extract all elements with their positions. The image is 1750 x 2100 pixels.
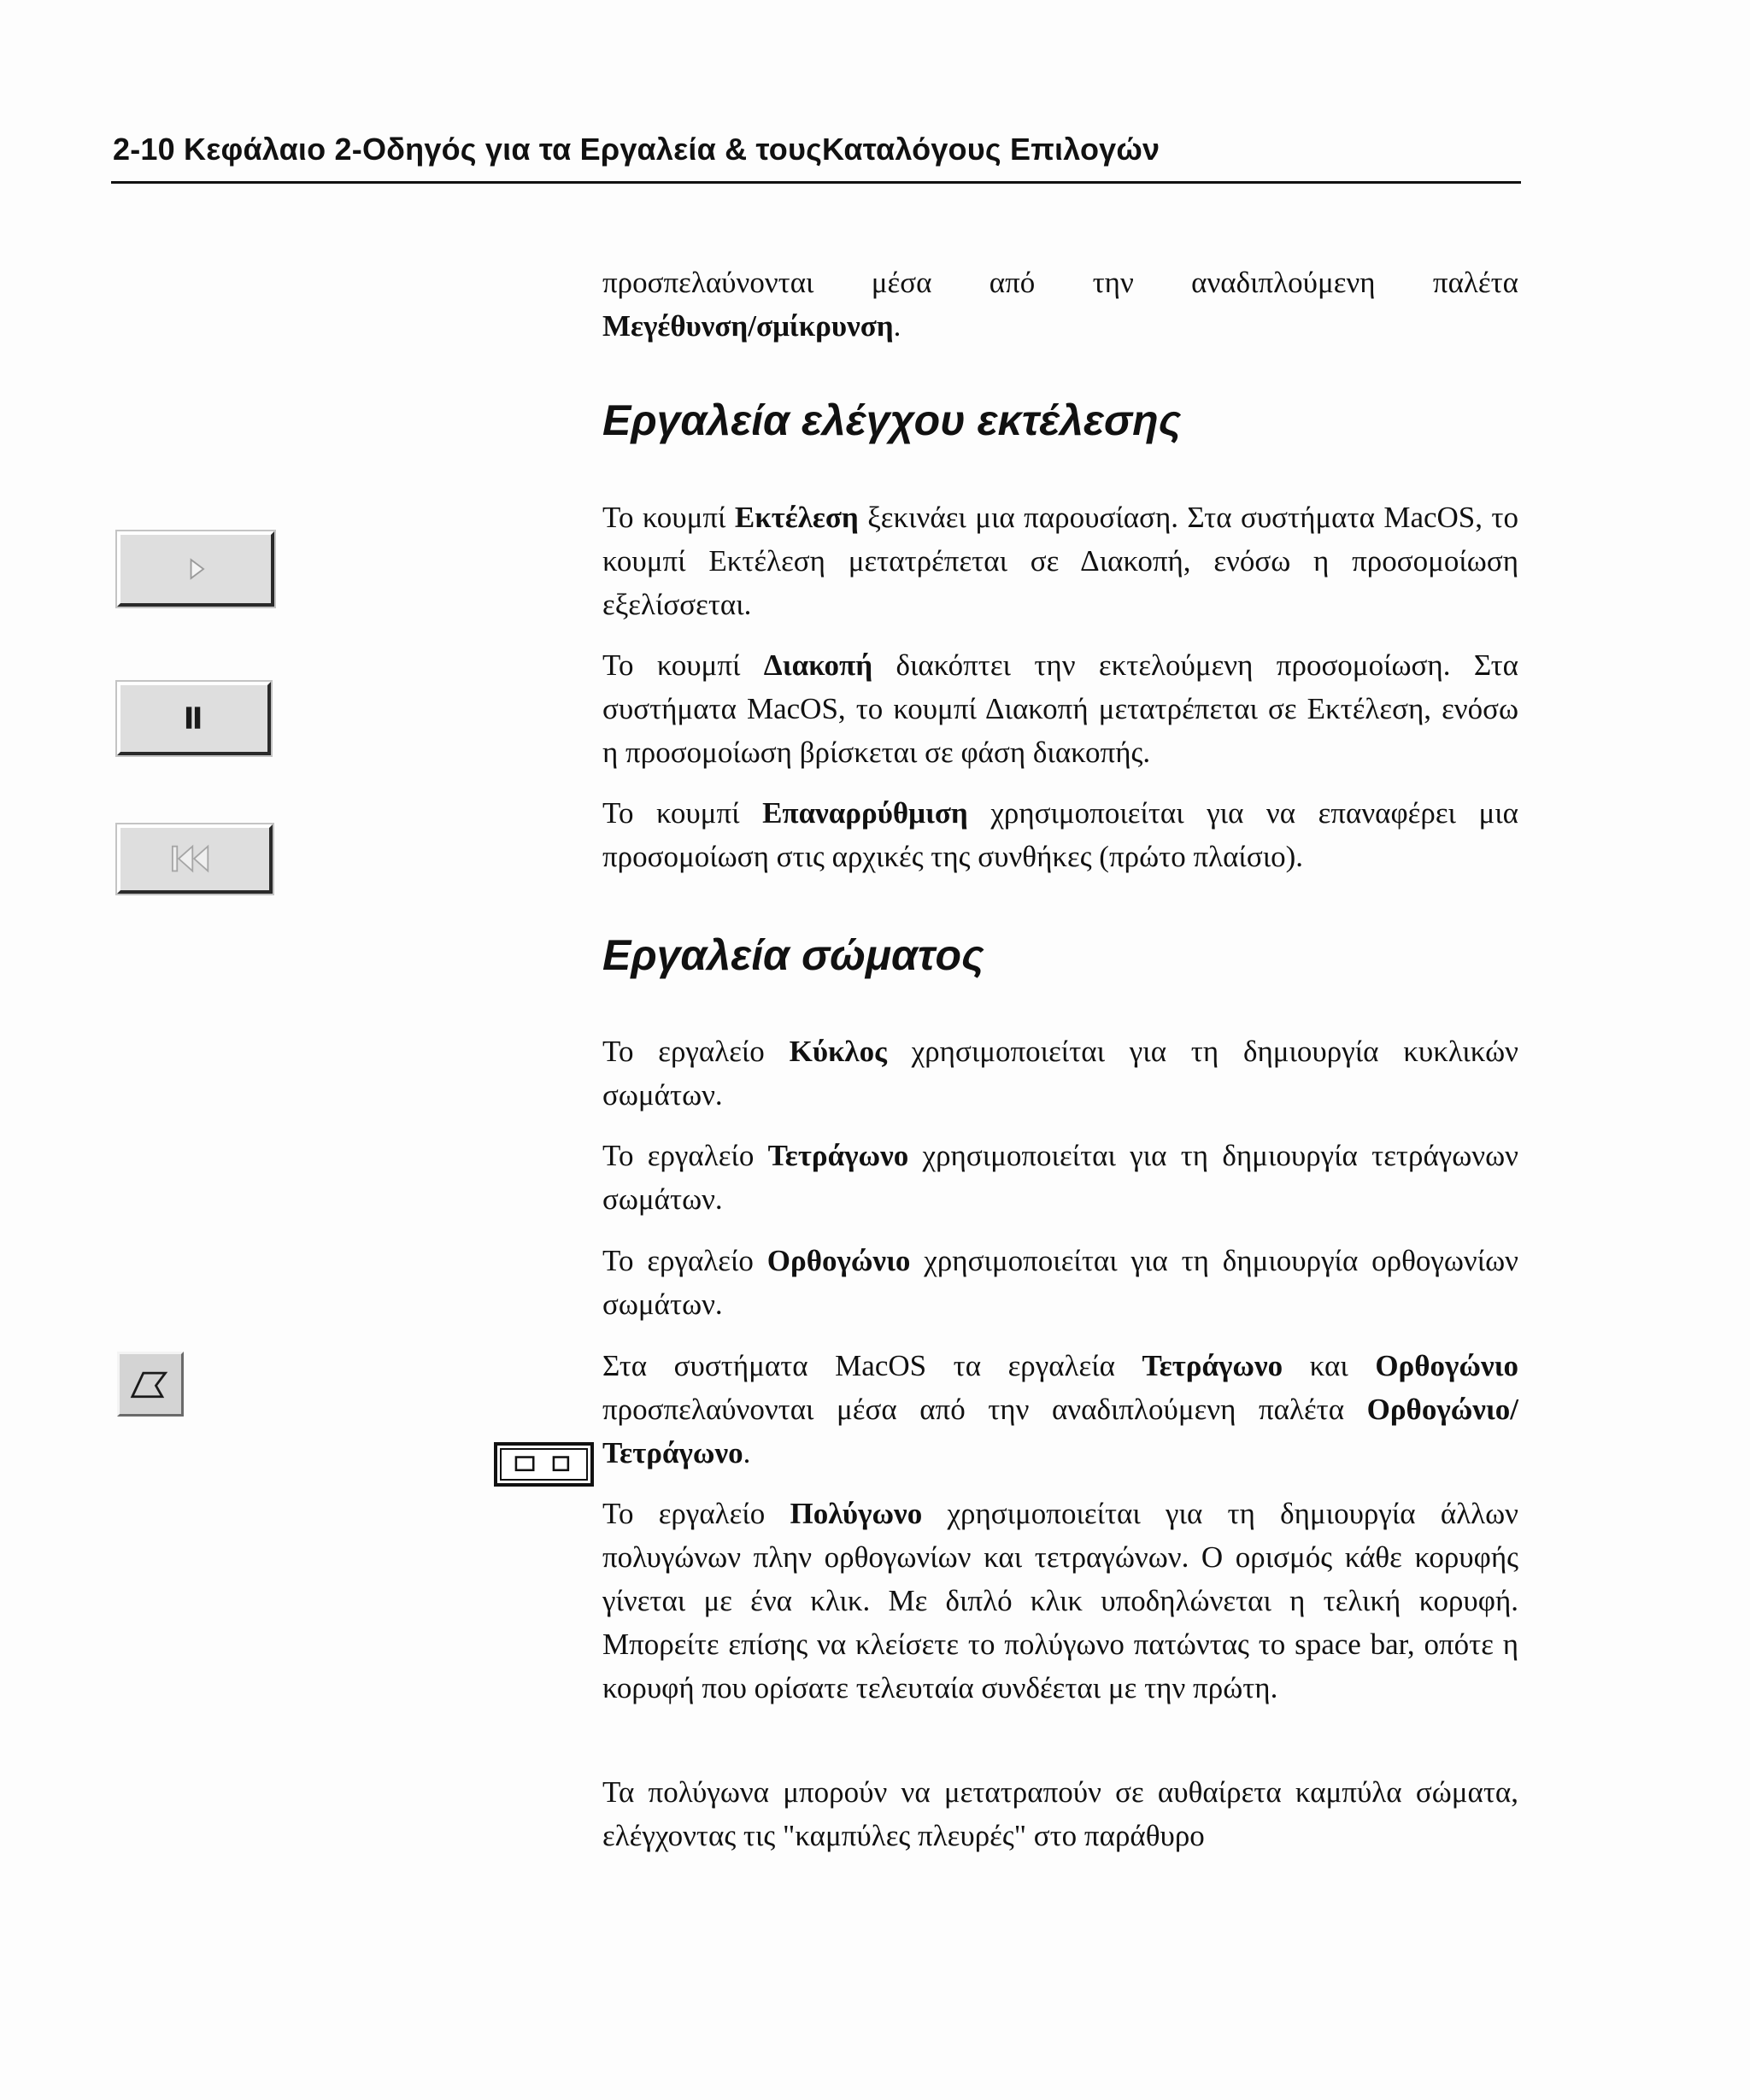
- section1-text: [602, 496, 1518, 626]
- paragraph-curved: Τα πολύγωνα μπορούν να μετατραπούν σε αυθαίρετα καμπύλα σώματα, ελέγχοντας τις "καμπύλες πλευρές" στο παράθυρο: [602, 1775, 1518, 1852]
- play-icon: [120, 535, 271, 603]
- section2-p6: [602, 1770, 1518, 1857]
- paragraph-reset: Το κουμπί Επαναρρύθμιση χρησιμοποιείται για να επαναφέρει μια προσομοίωση στις αρχικές της συνθήκες (πρώτο πλαίσιο).: [602, 796, 1518, 873]
- square-rectangle-palette-icon: [497, 1446, 590, 1483]
- section2-p3: [602, 1239, 1518, 1326]
- run-button[interactable]: [117, 531, 274, 607]
- section2-p1: [602, 1029, 1518, 1117]
- header-title: 2-10 Κεφάλαιο 2-Οδηγός για τα Εργαλεία & τουςΚαταλόγους Επιλογών: [113, 132, 1160, 167]
- section2-p4: [602, 1344, 1518, 1475]
- paragraph-macos-palette: Στα συστήματα MacOS τα εργαλεία Τετράγωνο και Ορθογώνιο προσπελαύνονται μέσα από την αναδιπλούμενη παλέτα Ορθογώνιο/Τετράγωνο.: [602, 1349, 1518, 1469]
- section2-p5: [602, 1492, 1518, 1710]
- section2-p2: [602, 1134, 1518, 1221]
- pause-button[interactable]: [117, 682, 271, 755]
- rewind-icon: [120, 828, 269, 890]
- paragraph-square: Το εργαλείο Τετράγωνο χρησιμοποιείται για τη δημιουργία τετράγωνων σωμάτων.: [602, 1139, 1518, 1216]
- intro-line-2: Μεγέθυνση/σμίκρυνση.: [602, 309, 901, 343]
- polygon-tool-button[interactable]: [117, 1352, 184, 1417]
- section1-text-3: [602, 791, 1518, 878]
- paragraph-run: Το κουμπί Εκτέλεση ξεκινάει μια παρουσίαση. Στα συστήματα MacOS, το κουμπί Εκτέλεση μετατρέπεται σε Διακοπή, ενόσω η προσομοίωση εξελίσσεται.: [602, 501, 1518, 621]
- intro-line: προσπελαύνονται μέσα από την αναδιπλούμενη παλέτα: [602, 266, 1518, 299]
- reset-button[interactable]: [117, 824, 273, 894]
- intro-bold: Μεγέθυνση/σμίκρυνση: [602, 309, 894, 343]
- polygon-icon: [120, 1354, 181, 1414]
- pause-icon: [120, 685, 267, 752]
- section1-text-2: [602, 643, 1518, 774]
- page-header: [111, 128, 1521, 184]
- intro-block: [602, 261, 1518, 348]
- paragraph-circle: Το εργαλείο Κύκλος χρησιμοποιείται για τη δημιουργία κυκλικών σωμάτων.: [602, 1035, 1518, 1112]
- section-title-execution: Εργαλεία ελέγχου εκτέλεσης: [602, 396, 1182, 444]
- paragraph-rectangle: Το εργαλείο Ορθογώνιο χρησιμοποιείται για τη δημιουργία ορθογωνίων σωμάτων.: [602, 1244, 1518, 1321]
- paragraph-polygon: Το εργαλείο Πολύγωνο χρησιμοποιείται για τη δημιουργία άλλων πολυγώνων πλην ορθογωνίων και τετραγώνων. Ο ορισμός κάθε κορυφής γίνεται με ένα κλικ. Με διπλό κλικ υποδηλώνεται η τελική κορυφή. Μπορείτε επίσης να κλείσετε το πολύγωνο πατώντας το space bar, οπότε η κορυφή που ορίσατε τελευταία συνδέεται με την πρώτη.: [602, 1497, 1519, 1704]
- section-title-bodies: Εργαλεία σώματος: [602, 931, 984, 979]
- square-rectangle-palette[interactable]: [494, 1442, 594, 1487]
- paragraph-pause: Το κουμπί Διακοπή διακόπτει την εκτελούμενη προσομοίωση. Στα συστήματα MacOS, το κουμπί Διακοπή μετατρέπεται σε Εκτέλεση, ενόσω η προσομοίωση βρίσκεται σε φάση διακοπής.: [602, 648, 1518, 769]
